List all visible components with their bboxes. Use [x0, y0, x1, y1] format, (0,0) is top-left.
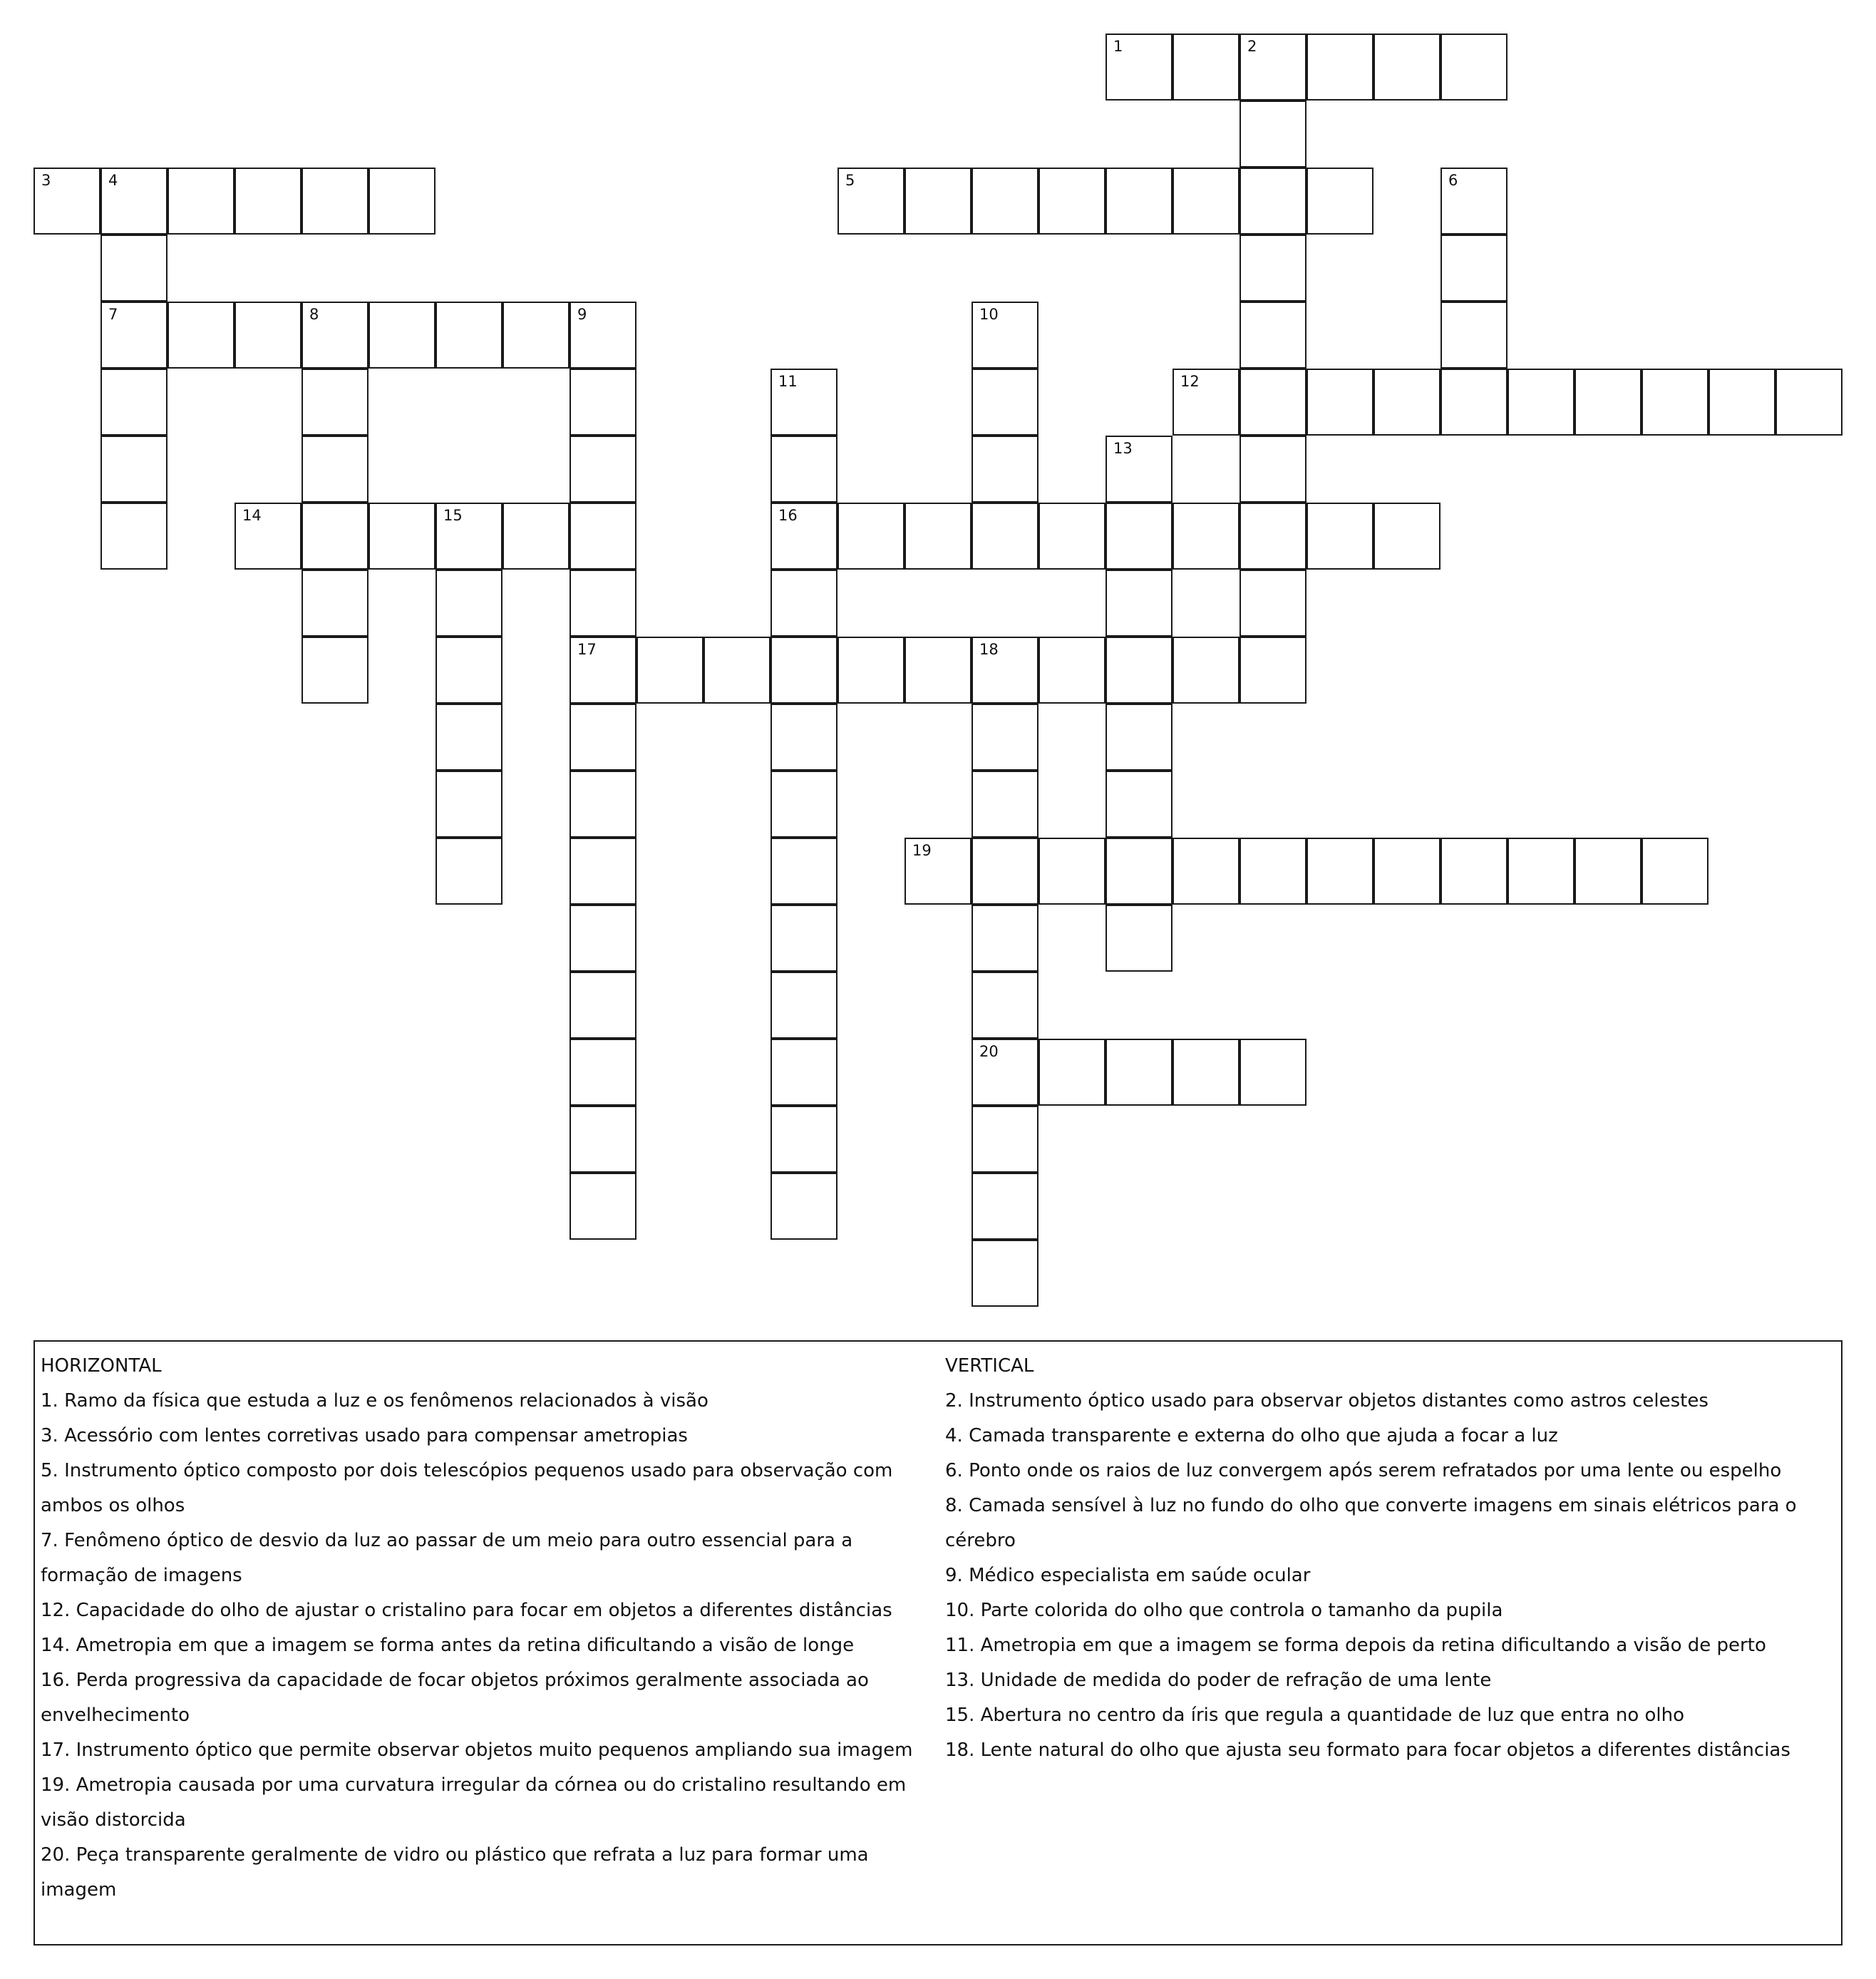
grid-cell[interactable]: [1240, 34, 1306, 101]
grid-cell[interactable]: [770, 771, 838, 838]
grid-cell[interactable]: [1642, 369, 1708, 436]
grid-cell[interactable]: [770, 1039, 838, 1106]
cell-number: 4: [108, 172, 118, 189]
grid-cell[interactable]: [1172, 168, 1240, 235]
grid-cell[interactable]: [570, 905, 636, 972]
grid-cell[interactable]: [436, 771, 502, 838]
grid-cell[interactable]: [570, 771, 636, 838]
grid-cell[interactable]: [1106, 771, 1172, 838]
grid-cell[interactable]: [1374, 503, 1440, 570]
grid-cell[interactable]: [1172, 369, 1240, 436]
grid-cell[interactable]: [168, 302, 234, 369]
cell-number: 14: [242, 507, 262, 524]
clue-line: 10. Parte colorida do olho que controla o tamanho da pupila: [945, 1600, 1503, 1621]
grid-cell[interactable]: [704, 637, 770, 704]
cell-number: 13: [1113, 440, 1133, 457]
grid-cell[interactable]: [972, 1039, 1038, 1106]
grid-cell[interactable]: [1508, 369, 1574, 436]
cell-number: 8: [309, 306, 319, 323]
grid-cell[interactable]: [1306, 838, 1374, 905]
grid-cell[interactable]: [302, 369, 368, 436]
grid-cell[interactable]: [1106, 168, 1172, 235]
clue-line: 2. Instrumento óptico usado para observar objetos distantes como astros celestes: [945, 1390, 1708, 1412]
horizontal-heading: HORIZONTAL: [41, 1355, 162, 1377]
clue-line: 17. Instrumento óptico que permite observar objetos muito pequenos ampliando sua imagem: [41, 1739, 913, 1761]
grid-cell[interactable]: [838, 503, 904, 570]
grid-cell[interactable]: [570, 972, 636, 1039]
grid-cell[interactable]: [770, 972, 838, 1039]
grid-cell[interactable]: [1240, 838, 1306, 905]
grid-cell[interactable]: [972, 503, 1038, 570]
clue-line: 14. Ametropia em que a imagem se forma antes da retina dificultando a visão de longe: [41, 1635, 855, 1656]
clue-line: 9. Médico especialista em saúde ocular: [945, 1565, 1311, 1586]
grid-cell[interactable]: [1038, 838, 1106, 905]
grid-cell[interactable]: [1172, 637, 1240, 704]
grid-cell[interactable]: [302, 302, 368, 369]
grid-cell[interactable]: [570, 436, 636, 503]
grid-cell[interactable]: [1374, 838, 1440, 905]
grid-cell[interactable]: [1240, 570, 1306, 637]
cell-number: 19: [912, 842, 932, 859]
grid-cell[interactable]: [502, 503, 570, 570]
grid-cell[interactable]: [1240, 637, 1306, 704]
grid-cell[interactable]: [570, 503, 636, 570]
grid-cell[interactable]: [972, 838, 1038, 905]
grid-cell[interactable]: [770, 838, 838, 905]
clue-line: 15. Abertura no centro da íris que regula a quantidade de luz que entra no olho: [945, 1705, 1685, 1726]
clue-line: 16. Perda progressiva da capacidade de focar objetos próximos geralmente associada ao: [41, 1670, 869, 1691]
grid-cell[interactable]: [770, 1106, 838, 1173]
grid-cell[interactable]: [1038, 1039, 1106, 1106]
clue-line: 3. Acessório com lentes corretivas usado para compensar ametropias: [41, 1425, 688, 1446]
grid-cell[interactable]: [570, 704, 636, 771]
grid-cell[interactable]: [100, 168, 168, 235]
clue-line: 5. Instrumento óptico composto por dois telescópios pequenos usado para observação com: [41, 1460, 893, 1481]
grid-cell[interactable]: [570, 570, 636, 637]
grid-cell[interactable]: [1240, 369, 1306, 436]
grid-cell[interactable]: [972, 704, 1038, 771]
grid-cell[interactable]: [1172, 503, 1240, 570]
clue-line: 6. Ponto onde os raios de luz convergem após serem refratados por uma lente ou espelho: [945, 1460, 1782, 1481]
clue-line: 7. Fenômeno óptico de desvio da luz ao passar de um meio para outro essencial para a: [41, 1530, 853, 1551]
clue-line: visão distorcida: [41, 1809, 186, 1831]
grid-cell[interactable]: [1440, 838, 1508, 905]
grid-cell[interactable]: [972, 972, 1038, 1039]
grid-cell[interactable]: [1106, 1039, 1172, 1106]
grid-cell[interactable]: [1440, 369, 1508, 436]
grid-cell[interactable]: [1106, 905, 1172, 972]
grid-cell[interactable]: [1642, 838, 1708, 905]
grid-cell[interactable]: [972, 637, 1038, 704]
cell-number: 10: [979, 306, 999, 323]
grid-cell[interactable]: [100, 369, 168, 436]
grid-cell[interactable]: [1106, 838, 1172, 905]
horizontal-clue-list: [41, 1384, 939, 1908]
grid-cell[interactable]: [100, 436, 168, 503]
grid-cell[interactable]: [770, 570, 838, 637]
grid-cell[interactable]: [1374, 34, 1440, 101]
grid-cell[interactable]: [1440, 168, 1508, 235]
grid-cell[interactable]: [1240, 436, 1306, 503]
grid-cell[interactable]: [1306, 168, 1374, 235]
clue-line: 12. Capacidade do olho de ajustar o cristalino para focar em objetos a diferentes distâncias: [41, 1600, 892, 1621]
cell-number: 12: [1180, 373, 1200, 390]
cell-number: 15: [443, 507, 463, 524]
grid-cell[interactable]: [436, 503, 502, 570]
cell-number: 11: [778, 373, 798, 390]
grid-cell[interactable]: [770, 905, 838, 972]
grid-cell[interactable]: [770, 503, 838, 570]
grid-cell[interactable]: [302, 503, 368, 570]
grid-cell[interactable]: [436, 838, 502, 905]
grid-cell[interactable]: [770, 369, 838, 436]
grid-cell[interactable]: [302, 168, 368, 235]
grid-cell[interactable]: [1240, 235, 1306, 302]
grid-cell[interactable]: [570, 1173, 636, 1240]
grid-cell[interactable]: [972, 168, 1038, 235]
grid-cell[interactable]: [570, 1106, 636, 1173]
horizontal-clues-column: [41, 1349, 939, 1908]
grid-cell[interactable]: [234, 168, 302, 235]
grid-cell[interactable]: [1240, 503, 1306, 570]
cell-number: 3: [41, 172, 51, 189]
clue-line: 13. Unidade de medida do poder de refração de uma lente: [945, 1670, 1492, 1691]
clue-line: imagem: [41, 1879, 117, 1901]
clue-line: ambos os olhos: [41, 1495, 185, 1516]
grid-cell[interactable]: [302, 570, 368, 637]
grid-cell[interactable]: [302, 637, 368, 704]
grid-cell[interactable]: [972, 302, 1038, 369]
grid-cell[interactable]: [436, 302, 502, 369]
grid-cell[interactable]: [838, 168, 904, 235]
grid-cell[interactable]: [1106, 704, 1172, 771]
grid-cell[interactable]: [302, 436, 368, 503]
grid-cell[interactable]: [770, 704, 838, 771]
grid-cell[interactable]: [972, 1106, 1038, 1173]
grid-cell[interactable]: [1306, 503, 1374, 570]
grid-cell[interactable]: [972, 1240, 1038, 1307]
grid-cell[interactable]: [368, 503, 436, 570]
grid-cell[interactable]: [100, 302, 168, 369]
grid-cell[interactable]: [570, 302, 636, 369]
cell-number: 1: [1113, 38, 1123, 55]
clue-line: 11. Ametropia em que a imagem se forma depois da retina dificultando a visão de perto: [945, 1635, 1766, 1656]
clues-box: [34, 1340, 1842, 1945]
grid-cell[interactable]: [1038, 503, 1106, 570]
grid-cell[interactable]: [972, 436, 1038, 503]
grid-cell[interactable]: [234, 503, 302, 570]
grid-cell[interactable]: [1106, 503, 1172, 570]
vertical-clue-list: [945, 1384, 1840, 1768]
clue-line: 19. Ametropia causada por uma curvatura irregular da córnea ou do cristalino resultando em: [41, 1774, 907, 1796]
grid-cell[interactable]: [838, 637, 904, 704]
cell-number: 5: [845, 172, 855, 189]
grid-cell[interactable]: [1106, 436, 1172, 503]
clue-line: 8. Camada sensível à luz no fundo do olho que converte imagens em sinais elétricos para o: [945, 1495, 1797, 1516]
grid-cell[interactable]: [1038, 168, 1106, 235]
grid-cell[interactable]: [1708, 369, 1776, 436]
grid-cell[interactable]: [1240, 101, 1306, 168]
grid-cell[interactable]: [1240, 1039, 1306, 1106]
grid-cell[interactable]: [1306, 369, 1374, 436]
grid-cell[interactable]: [1440, 34, 1508, 101]
grid-cell[interactable]: [368, 168, 436, 235]
cell-number: 9: [577, 306, 587, 323]
grid-cell[interactable]: [570, 838, 636, 905]
grid-cell[interactable]: [904, 637, 972, 704]
grid-cell[interactable]: [1574, 369, 1642, 436]
grid-cell[interactable]: [904, 168, 972, 235]
grid-cell[interactable]: [1306, 34, 1374, 101]
grid-cell[interactable]: [234, 302, 302, 369]
grid-cell[interactable]: [972, 771, 1038, 838]
grid-cell[interactable]: [1106, 637, 1172, 704]
cell-number: 6: [1448, 172, 1458, 189]
clue-line: 18. Lente natural do olho que ajusta seu formato para focar objetos a diferentes distâncias: [945, 1739, 1790, 1761]
vertical-heading: VERTICAL: [945, 1355, 1034, 1377]
grid-cell[interactable]: [1374, 369, 1440, 436]
grid-cell[interactable]: [1440, 302, 1508, 369]
grid-cell[interactable]: [636, 637, 704, 704]
grid-cell[interactable]: [904, 503, 972, 570]
grid-cell[interactable]: [436, 704, 502, 771]
grid-cell[interactable]: [570, 369, 636, 436]
clue-line: 1. Ramo da física que estuda a luz e os fenômenos relacionados à visão: [41, 1390, 708, 1412]
grid-cell[interactable]: [100, 235, 168, 302]
clue-line: 20. Peça transparente geralmente de vidro ou plástico que refrata a luz para formar uma: [41, 1844, 869, 1866]
grid-cell[interactable]: [436, 570, 502, 637]
grid-cell[interactable]: [168, 168, 234, 235]
grid-cell[interactable]: [1508, 838, 1574, 905]
grid-cell[interactable]: [34, 168, 100, 235]
grid-cell[interactable]: [1440, 235, 1508, 302]
grid-cell[interactable]: [1106, 570, 1172, 637]
grid-cell[interactable]: [1240, 168, 1306, 235]
clue-line: cérebro: [945, 1530, 1016, 1551]
cell-number: 7: [108, 306, 118, 323]
cell-number: 2: [1247, 38, 1257, 55]
grid-cell[interactable]: [502, 302, 570, 369]
vertical-clues-column: [945, 1349, 1840, 1768]
grid-cell[interactable]: [904, 838, 972, 905]
grid-cell[interactable]: [100, 503, 168, 570]
cell-number: 17: [577, 641, 597, 658]
grid-cell[interactable]: [1106, 34, 1172, 101]
grid-cell[interactable]: [1776, 369, 1842, 436]
grid-cell[interactable]: [972, 905, 1038, 972]
grid-cell[interactable]: [770, 1173, 838, 1240]
clue-line: 4. Camada transparente e externa do olho que ajuda a focar a luz: [945, 1425, 1558, 1446]
grid-cell[interactable]: [1038, 637, 1106, 704]
grid-cell[interactable]: [1172, 34, 1240, 101]
grid-cell[interactable]: [1574, 838, 1642, 905]
grid-cell[interactable]: [368, 302, 436, 369]
grid-cell[interactable]: [570, 1039, 636, 1106]
cell-number: 16: [778, 507, 798, 524]
cell-number: 20: [979, 1043, 999, 1060]
grid-cell[interactable]: [1172, 838, 1240, 905]
grid-cell[interactable]: [1172, 1039, 1240, 1106]
grid-cell[interactable]: [770, 637, 838, 704]
cell-number: 18: [979, 641, 999, 658]
grid-cell[interactable]: [770, 436, 838, 503]
clue-line: envelhecimento: [41, 1705, 190, 1726]
grid-cell[interactable]: [972, 1173, 1038, 1240]
grid-cell[interactable]: [570, 637, 636, 704]
grid-cell[interactable]: [1240, 302, 1306, 369]
grid-cell[interactable]: [436, 637, 502, 704]
grid-cell[interactable]: [972, 369, 1038, 436]
clue-line: formação de imagens: [41, 1565, 242, 1586]
